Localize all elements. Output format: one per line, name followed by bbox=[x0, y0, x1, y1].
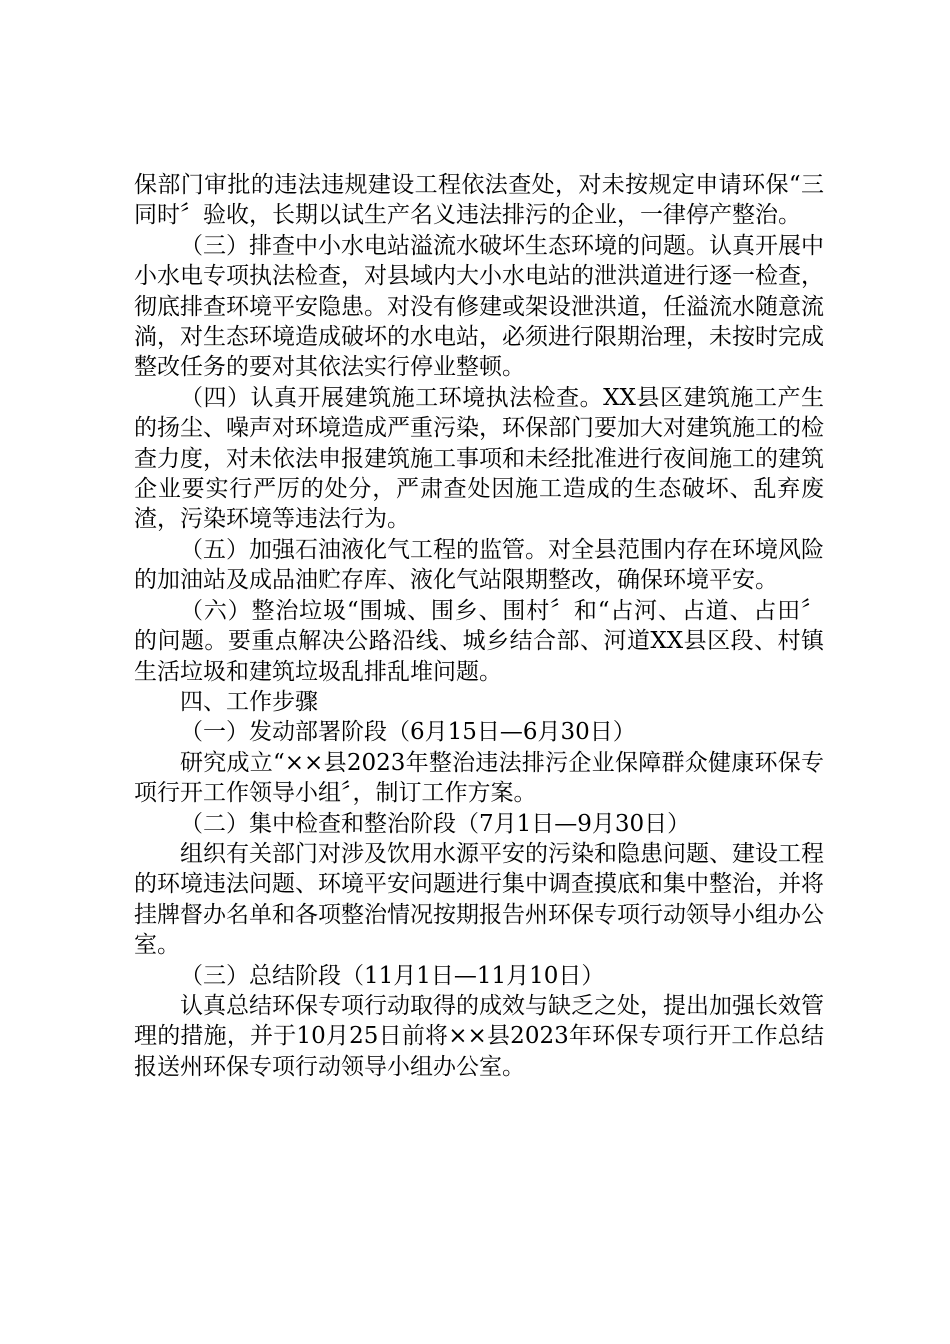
paragraph-stage-1-body: 研究成立“××县2023年整治违法排污企业保障群众健康环保专项行开工作领导小组〞，制订工作方案。 bbox=[134, 749, 824, 807]
heading-stage-2: （二）集中检查和整治阶段（7月1日—9月30日） bbox=[180, 810, 691, 837]
paragraph-stage-3-body: 认真总结环保专项行动取得的成效与缺乏之处，提出加强长效管理的措施，并于10月25日前将××县2023年环保专项行开工作总结报送州环保专项行动领导小组办公室。 bbox=[134, 992, 824, 1080]
document-body bbox=[134, 170, 824, 1082]
paragraph-stage-2-body: 组织有关部门对涉及饮用水源平安的污染和隐患问题、建设工程的环境违法问题、环境平安问题进行集中调查摸底和集中整治，并将挂牌督办名单和各项整治情况按期报告州环保专项行动领导小组办公室。 bbox=[134, 840, 824, 959]
heading-stage-3: （三）总结阶段（11月1日—11月10日） bbox=[180, 962, 605, 989]
paragraph-section-5-petroleum: （五）加强石油液化气工程的监管。对全县范围内存在环境风险的加油站及成品油贮存库、液化气站限期整改，确保环境平安。 bbox=[134, 536, 824, 594]
paragraph-section-6-garbage: （六）整治垃圾“围城、围乡、围村〞和“占河、占道、占田〞的问题。要重点解决公路沿线、城乡结合部、河道XX县区段、村镇生活垃圾和建筑垃圾乱排乱堆问题。 bbox=[134, 597, 824, 685]
heading-stage-1: （一）发动部署阶段（6月15日—6月30日） bbox=[180, 719, 636, 746]
heading-work-steps: 四、工作步骤 bbox=[180, 688, 318, 715]
paragraph-continuation: 保部门审批的违法违规建设工程依法查处，对未按规定申请环保“三同时〞验收，长期以试生产名义违法排污的企业，一律停产整治。 bbox=[134, 172, 824, 229]
paragraph-section-4-construction: （四）认真开展建筑施工环境执法检查。XX县区建筑施工产生的扬尘、噪声对环境造成严重污染，环保部门要加大对建筑施工的检查力度，对未依法申报建筑施工事项和未经批准进行夜间施工的建筑企业要实行严厉的处分，严肃查处因施工造成的生态破坏、乱弃废渣，污染环境等违法行为。 bbox=[134, 384, 824, 533]
paragraph-section-3-hydropower: （三）排查中小水电站溢流水破坏生态环境的问题。认真开展中小水电专项执法检查，对县域内大小水电站的泄洪道进行逐一检查，彻底排查环境平安隐患。对没有修建或架设泄洪道，任溢流水随意流淌，对生态环境造成破坏的水电站，必须进行限期治理，未按时完成整改任务的要对其依法实行停业整顿。 bbox=[134, 232, 824, 381]
